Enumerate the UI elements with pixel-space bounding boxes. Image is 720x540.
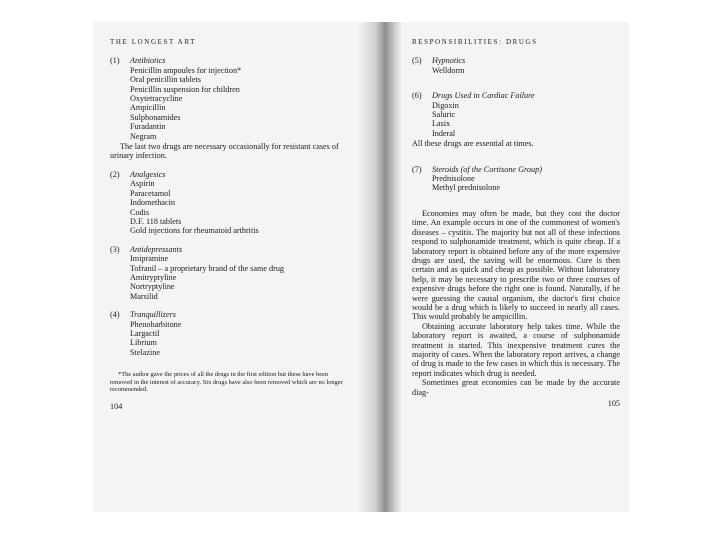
drug-item: Lasix	[432, 119, 451, 129]
section-number: (4)	[110, 310, 120, 320]
drug-item: Welldorm	[432, 65, 465, 75]
left-page	[110, 38, 348, 411]
section-title: Steroids (of the Cortisone Group)	[432, 164, 542, 174]
section-title: Tranquillizers	[130, 310, 176, 320]
book-gutter	[358, 22, 402, 512]
right-page	[412, 38, 620, 408]
drug-item: Furadantin	[130, 122, 166, 132]
drug-item: Largactil	[130, 328, 160, 338]
drug-item: Penicillin ampoules for injection*	[130, 65, 242, 75]
drug-section	[412, 56, 620, 75]
running-head: RESPONSIBILITIES: DRUGS	[412, 38, 538, 46]
drug-section	[412, 165, 620, 193]
drug-item: Sulphonamides	[130, 112, 181, 122]
drug-item: Oxytetracycline	[130, 94, 183, 104]
drug-item: Negram	[130, 131, 157, 141]
drug-item: Aspirin	[130, 179, 155, 189]
drug-item: Digoxin	[432, 100, 459, 110]
section-note: All these drugs are essential at times.	[412, 139, 534, 149]
drug-section	[110, 310, 348, 357]
section-number: (3)	[110, 244, 120, 254]
section-note: The last two drugs are necessary occasionally for resistant cases of urinary infection.	[110, 142, 339, 161]
drug-item: Indomethacin	[130, 198, 176, 208]
drug-section	[110, 56, 348, 160]
drug-section	[412, 91, 620, 148]
drug-item: Prednisolone	[432, 174, 475, 184]
drug-item: Tofranil – a proprietary brand of the same drug	[130, 263, 285, 273]
section-number: (7)	[412, 164, 422, 174]
section-number: (1)	[110, 56, 120, 66]
drug-section	[110, 245, 348, 301]
body-paragraph: Obtaining accurate laboratory help takes time. While the laboratory report is awaited, a course of sulphonamide treatment is started. This inexpensive treatment cures the majority of cases. When the laboratory report arrives, a change of drug is made to the few cases in which this is necessary. The report indicates which drug is needed.	[412, 321, 620, 378]
drug-item: Stelazine	[130, 347, 161, 357]
drug-item: Marsilid	[130, 291, 158, 301]
section-title: Hypnotics	[432, 56, 466, 66]
drug-item: Inderal	[432, 128, 456, 138]
section-number: (2)	[110, 169, 120, 179]
running-head: THE LONGEST ART	[110, 38, 197, 46]
section-title: Antibiotics	[130, 56, 166, 66]
body-paragraph: Economies may often be made, but they cost the doctor time. An example occurs in one of the commonest of women's diseases – cystitis. The majority but not all of these infections respond to sulphonamide treatment, which is quite cheap. If a laboratory report is obtained before any of the more expensive drugs are used, the saving will be enormous. Cure is then certain and as quick and cheap as possible. Without laboratory help, it may be necessary to prescribe two or three courses of expensive drugs before the right one is found. Naturally, if he were guessing the causal organism, the doctor's first choice would be a drug which is likely to succeed in nearly all cases. This would probably be ampicillin.	[412, 208, 620, 322]
drug-item: Phenobarbitone	[130, 319, 182, 329]
body-paragraph: Sometimes great economies can be made by the accurate diag-	[412, 378, 620, 397]
drug-item: Librium	[130, 338, 157, 348]
drug-item: Penicillin suspension for children	[130, 84, 240, 94]
drug-item: Saluric	[432, 110, 456, 120]
footnote: *The author gave the prices of all the drugs in the first edition but these have been removed in the interest of accuracy. Six drugs have also been removed which are no longer recommended.	[110, 371, 343, 394]
drug-item: Ampicillin	[130, 103, 166, 113]
drug-item: Nortryptyline	[130, 282, 175, 292]
section-title: Antidepressants	[130, 244, 183, 254]
section-title: Drugs Used in Cardiac Failure	[432, 91, 535, 101]
drug-item: Methyl prednisolone	[432, 183, 500, 193]
page-number: 104	[110, 401, 123, 411]
drug-item: Imipramine	[130, 254, 169, 264]
drug-item: Gold injections for rheumatoid arthritis	[130, 226, 259, 236]
drug-item: D.F. 118 tablets	[130, 216, 182, 226]
section-number: (6)	[412, 91, 422, 101]
drug-section	[110, 170, 348, 236]
drug-item: Amitryptyline	[130, 272, 177, 282]
drug-item: Oral penicillin tablets	[130, 75, 201, 85]
drug-item: Paracetamol	[130, 188, 171, 198]
drug-item: Codis	[130, 207, 150, 217]
section-number: (5)	[412, 56, 422, 66]
page-number: 105	[607, 399, 620, 408]
section-title: Analgesics	[130, 169, 166, 179]
